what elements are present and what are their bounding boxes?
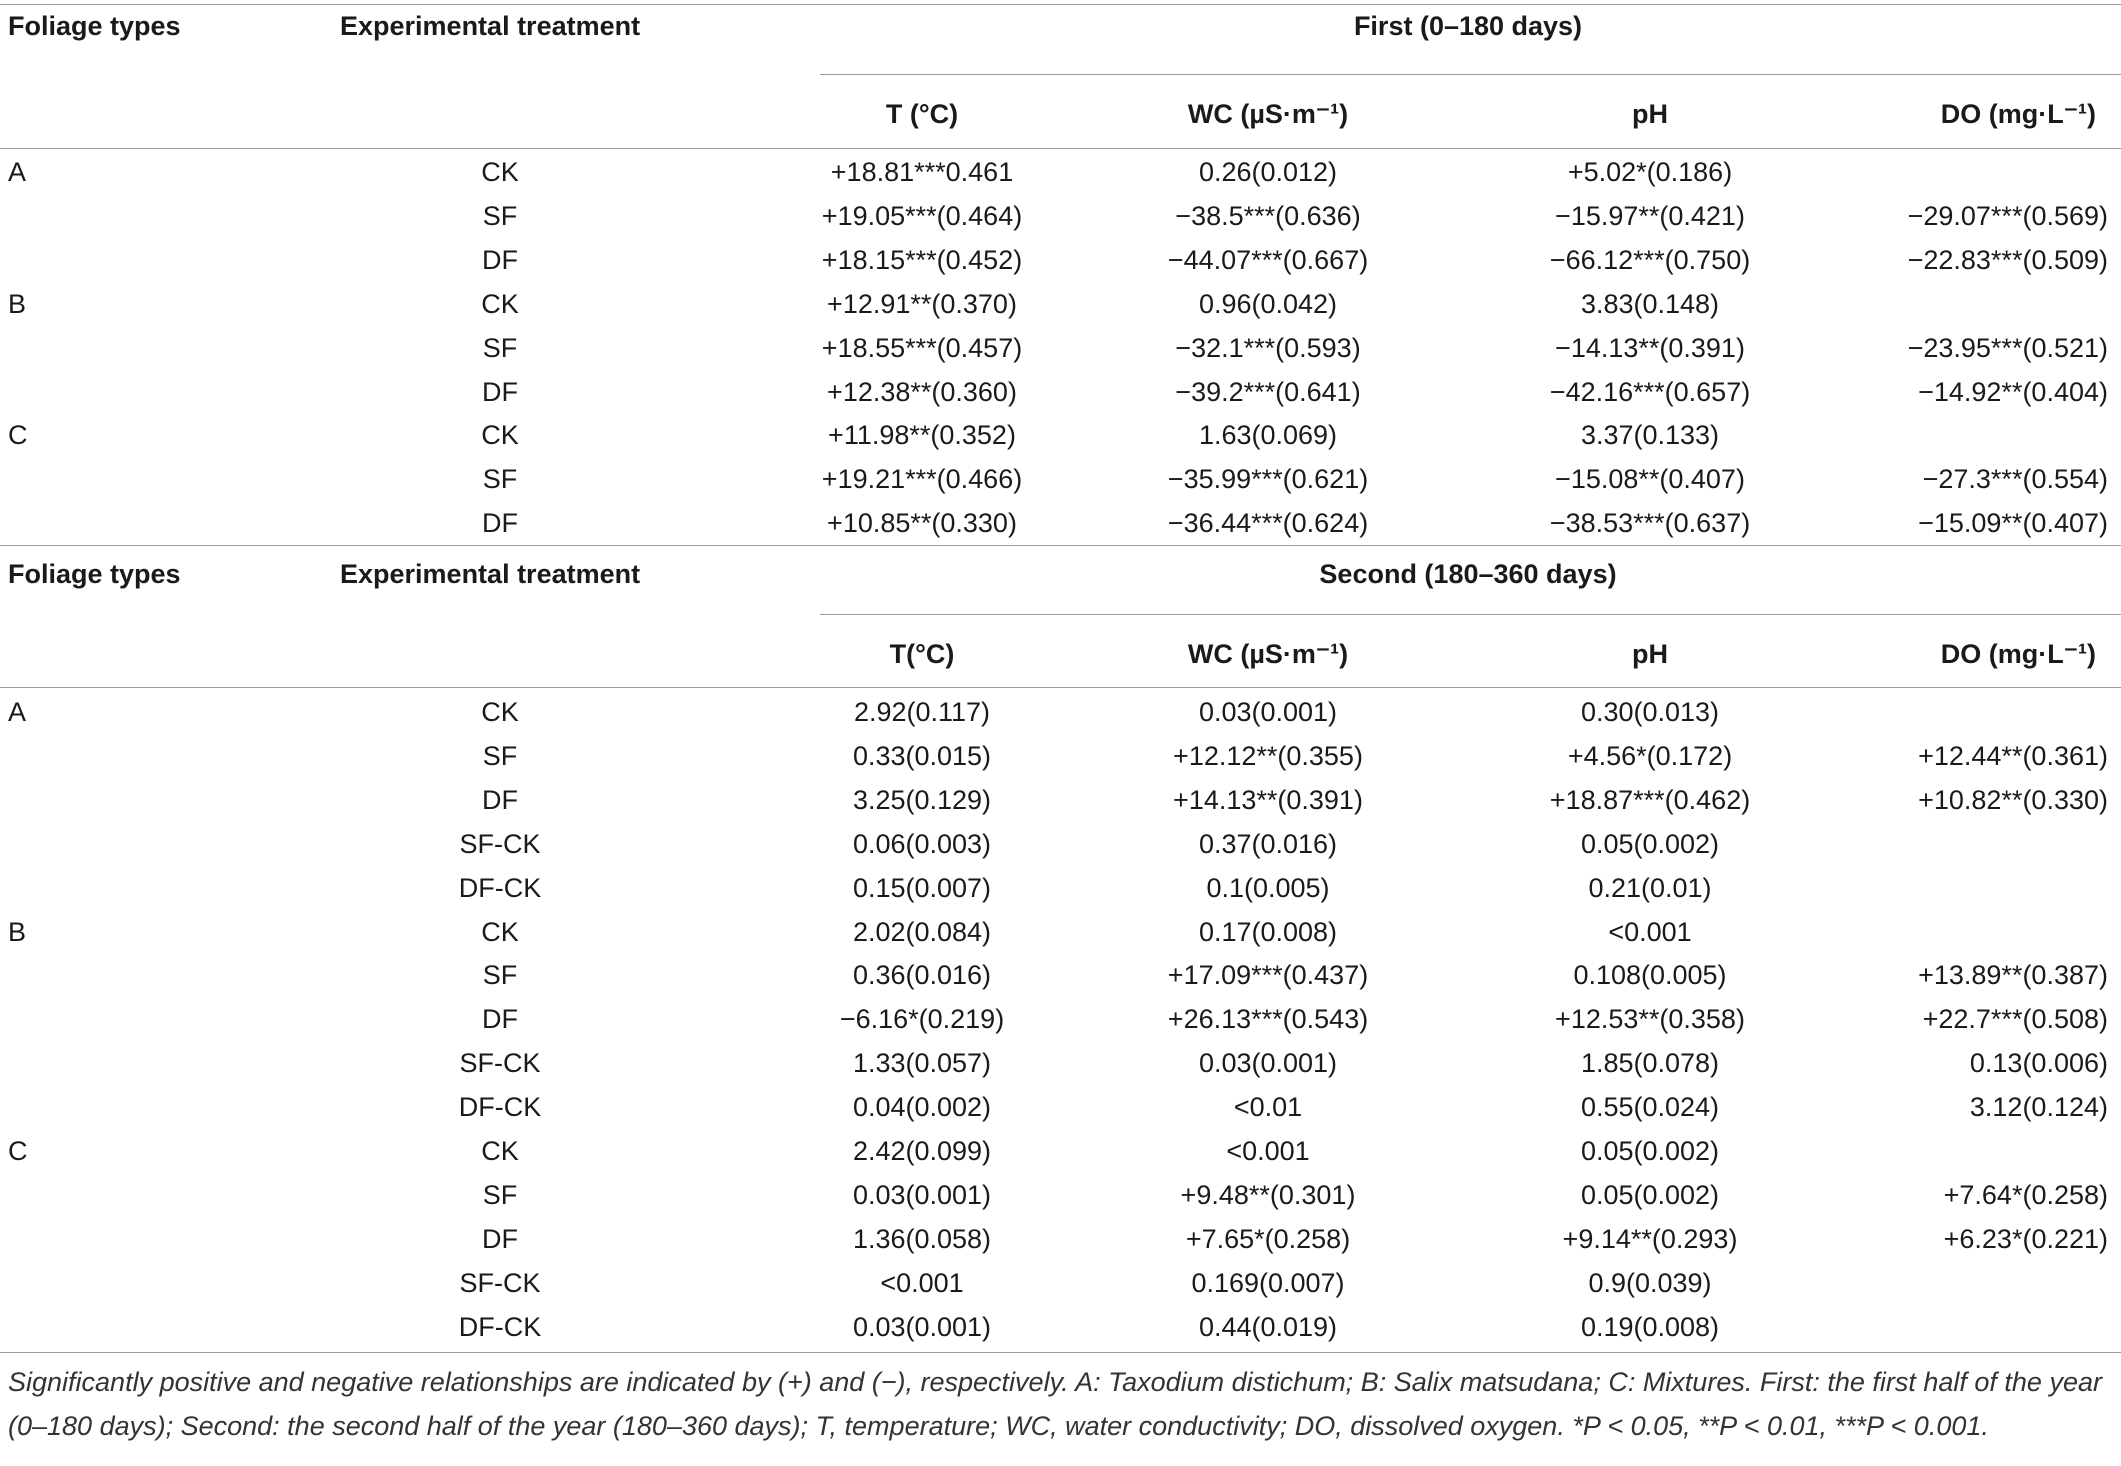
cell-wc: 0.96(0.042) [1198, 288, 1338, 319]
cell-ph: 1.85(0.078) [1580, 1048, 1720, 1079]
cell-treatment: SF [482, 332, 518, 363]
cell-wc: −38.5***(0.636) [1175, 200, 1361, 231]
cell-wc: +17.09***(0.437) [1167, 960, 1369, 991]
cell-ph: 0.19(0.008) [1580, 1311, 1720, 1342]
cell-foliage: A [8, 157, 27, 187]
cell-t: −6.16*(0.219) [839, 1004, 1005, 1035]
cell-do: −14.92**(0.404) [1918, 376, 2108, 407]
cell-ph: +18.87***(0.462) [1549, 784, 1751, 815]
header-do: DO (mg·L⁻¹) [1940, 99, 2096, 129]
cell-wc: 0.03(0.001) [1198, 697, 1338, 727]
cell-wc: −36.44***(0.624) [1167, 508, 1369, 539]
cell-ph: +4.56*(0.172) [1567, 740, 1733, 771]
header-ph: pH [1632, 639, 1668, 669]
cell-do: +7.64*(0.258) [1943, 1179, 2108, 1210]
cell-wc: −44.07***(0.667) [1167, 244, 1369, 275]
cell-treatment: DF-CK [458, 872, 542, 903]
cell-t: 3.25(0.129) [852, 784, 992, 815]
cell-treatment: SF [482, 464, 518, 495]
cell-treatment: SF-CK [459, 1048, 541, 1079]
cell-ph: +12.53**(0.358) [1555, 1004, 1745, 1035]
cell-ph: −14.13**(0.391) [1555, 332, 1745, 363]
header-period-second: Second (180–360 days) [1319, 559, 1617, 589]
cell-treatment: SF [482, 960, 518, 991]
cell-do: 3.12(0.124) [1969, 1092, 2108, 1123]
cell-t: +18.55***(0.457) [821, 332, 1023, 363]
cell-wc: 0.03(0.001) [1198, 1048, 1338, 1079]
cell-t: +18.15***(0.452) [821, 244, 1023, 275]
cell-foliage: C [8, 1136, 28, 1166]
cell-do: +22.7***(0.508) [1922, 1004, 2108, 1035]
cell-wc: +12.12**(0.355) [1173, 740, 1363, 771]
cell-t: 2.42(0.099) [852, 1136, 992, 1166]
cell-ph: 0.21(0.01) [1588, 872, 1712, 903]
cell-ph: −15.08**(0.407) [1555, 464, 1745, 495]
cell-t: +12.38**(0.360) [827, 376, 1017, 407]
cell-ph: 3.37(0.133) [1580, 420, 1720, 451]
cell-treatment: CK [481, 288, 519, 319]
cell-wc: 0.44(0.019) [1198, 1311, 1338, 1342]
header-do: DO (mg·L⁻¹) [1940, 639, 2096, 669]
cell-treatment: DF [482, 508, 518, 539]
cell-treatment: CK [481, 157, 519, 187]
cell-t: +19.21***(0.466) [821, 464, 1023, 495]
cell-t: 1.36(0.058) [852, 1223, 992, 1254]
cell-wc: 0.1(0.005) [1206, 872, 1330, 903]
cell-t: 0.03(0.001) [852, 1311, 992, 1342]
cell-t: 0.04(0.002) [852, 1092, 992, 1123]
cell-wc: 0.169(0.007) [1191, 1267, 1345, 1298]
header-foliage-types: Foliage types [8, 11, 181, 41]
cell-t: 0.36(0.016) [852, 960, 992, 991]
cell-do: −22.83***(0.509) [1907, 244, 2108, 275]
cell-ph: 0.05(0.002) [1580, 1136, 1720, 1166]
cell-wc: <0.01 [1233, 1092, 1303, 1123]
cell-do: −29.07***(0.569) [1907, 200, 2108, 231]
cell-treatment: DF-CK [458, 1092, 542, 1123]
header-ph: pH [1632, 99, 1668, 129]
cell-wc: −35.99***(0.621) [1167, 464, 1369, 495]
cell-wc: <0.001 [1226, 1136, 1310, 1166]
cell-do: −23.95***(0.521) [1907, 332, 2108, 363]
cell-wc: 0.26(0.012) [1198, 157, 1338, 187]
cell-wc: 0.37(0.016) [1198, 828, 1338, 859]
cell-ph: +5.02*(0.186) [1567, 157, 1733, 187]
cell-treatment: SF [482, 740, 518, 771]
period-second-underline [820, 614, 2121, 615]
cell-treatment: SF [482, 200, 518, 231]
table-bottom-rule [0, 1352, 2121, 1353]
header-second-bottom-rule [0, 687, 2121, 688]
period-first-underline [820, 74, 2121, 75]
cell-treatment: DF [482, 1004, 518, 1035]
cell-treatment: DF [482, 784, 518, 815]
cell-ph: +9.14**(0.293) [1562, 1223, 1738, 1254]
cell-ph: 0.30(0.013) [1580, 697, 1720, 727]
cell-ph: −38.53***(0.637) [1549, 508, 1751, 539]
header-t: T (°C) [885, 99, 959, 129]
cell-treatment: SF-CK [459, 1267, 541, 1298]
table-top-rule [0, 4, 2121, 5]
table-footnote: Significantly positive and negative relationships are indicated by (+) and (−), respectively. A: Taxodium distichum; B: Salix matsudana; C: Mixtures. First: the first half of the year (0–180 days); Second: the second half of the year (180–360 days); T, temperature; WC, water conductivity; DO, dissolved oxygen. *P < 0.05, **P < 0.01, ***P < 0.001. [8, 1367, 2102, 1441]
cell-t: 2.02(0.084) [852, 916, 992, 947]
cell-treatment: CK [481, 1136, 519, 1166]
cell-ph: 0.05(0.002) [1580, 1179, 1720, 1210]
cell-do: +13.89**(0.387) [1918, 960, 2108, 991]
cell-wc: 1.63(0.069) [1198, 420, 1338, 451]
cell-treatment: SF-CK [459, 828, 541, 859]
cell-t: +11.98**(0.352) [828, 420, 1016, 451]
cell-t: 0.33(0.015) [852, 740, 992, 771]
cell-treatment: CK [481, 697, 519, 727]
cell-t: 0.06(0.003) [852, 828, 992, 859]
cell-foliage: A [8, 697, 27, 727]
header-period-first: First (0–180 days) [1353, 11, 1583, 41]
cell-foliage: B [8, 916, 27, 947]
cell-ph: 0.9(0.039) [1588, 1267, 1712, 1298]
cell-t: +19.05***(0.464) [821, 200, 1023, 231]
cell-t: 2.92(0.117) [853, 697, 991, 727]
cell-wc: +14.13**(0.391) [1173, 784, 1363, 815]
header-foliage-types: Foliage types [8, 559, 181, 589]
cell-t: 1.33(0.057) [852, 1048, 992, 1079]
cell-treatment: CK [481, 916, 519, 947]
header-wc: WC (µS·m⁻¹) [1187, 99, 1349, 129]
cell-t: +12.91**(0.370) [827, 288, 1017, 319]
cell-treatment: DF [482, 244, 518, 275]
cell-do: +12.44**(0.361) [1918, 740, 2108, 771]
cell-wc: +7.65*(0.258) [1185, 1223, 1351, 1254]
cell-t: +18.81***0.461 [830, 157, 1014, 187]
cell-wc: +9.48**(0.301) [1180, 1179, 1356, 1210]
cell-foliage: C [8, 420, 28, 451]
cell-treatment: DF-CK [458, 1311, 542, 1342]
cell-ph: −66.12***(0.750) [1549, 244, 1751, 275]
cell-ph: 0.05(0.002) [1580, 828, 1720, 859]
cell-do: +10.82**(0.330) [1918, 784, 2108, 815]
cell-treatment: DF [482, 1223, 518, 1254]
cell-t: 0.03(0.001) [852, 1179, 992, 1210]
cell-t: <0.001 [880, 1267, 964, 1298]
cell-ph: 0.108(0.005) [1573, 960, 1727, 991]
cell-treatment: CK [481, 420, 519, 451]
cell-wc: +26.13***(0.543) [1167, 1004, 1369, 1035]
cell-do: −15.09**(0.407) [1918, 508, 2108, 539]
cell-ph: 3.83(0.148) [1580, 288, 1720, 319]
header-t: T(°C) [889, 639, 955, 669]
cell-wc: 0.17(0.008) [1198, 916, 1338, 947]
cell-t: +10.85**(0.330) [827, 508, 1017, 539]
cell-ph: −15.97**(0.421) [1555, 200, 1745, 231]
cell-t: 0.15(0.007) [852, 872, 992, 903]
cell-do: −27.3***(0.554) [1922, 464, 2108, 495]
section-second-top-rule [0, 545, 2121, 546]
header-experimental-treatment: Experimental treatment [340, 559, 641, 589]
header-first-bottom-rule [0, 148, 2121, 149]
cell-treatment: DF [482, 376, 518, 407]
cell-treatment: SF [482, 1179, 518, 1210]
cell-wc: −39.2***(0.641) [1175, 376, 1361, 407]
header-wc: WC (µS·m⁻¹) [1187, 639, 1349, 669]
cell-foliage: B [8, 288, 27, 319]
header-experimental-treatment: Experimental treatment [340, 11, 641, 41]
cell-ph: <0.001 [1608, 916, 1692, 947]
cell-ph: −42.16***(0.657) [1549, 376, 1751, 407]
cell-do: +6.23*(0.221) [1943, 1223, 2108, 1254]
cell-ph: 0.55(0.024) [1580, 1092, 1720, 1123]
cell-do: 0.13(0.006) [1969, 1048, 2108, 1079]
cell-wc: −32.1***(0.593) [1175, 332, 1361, 363]
